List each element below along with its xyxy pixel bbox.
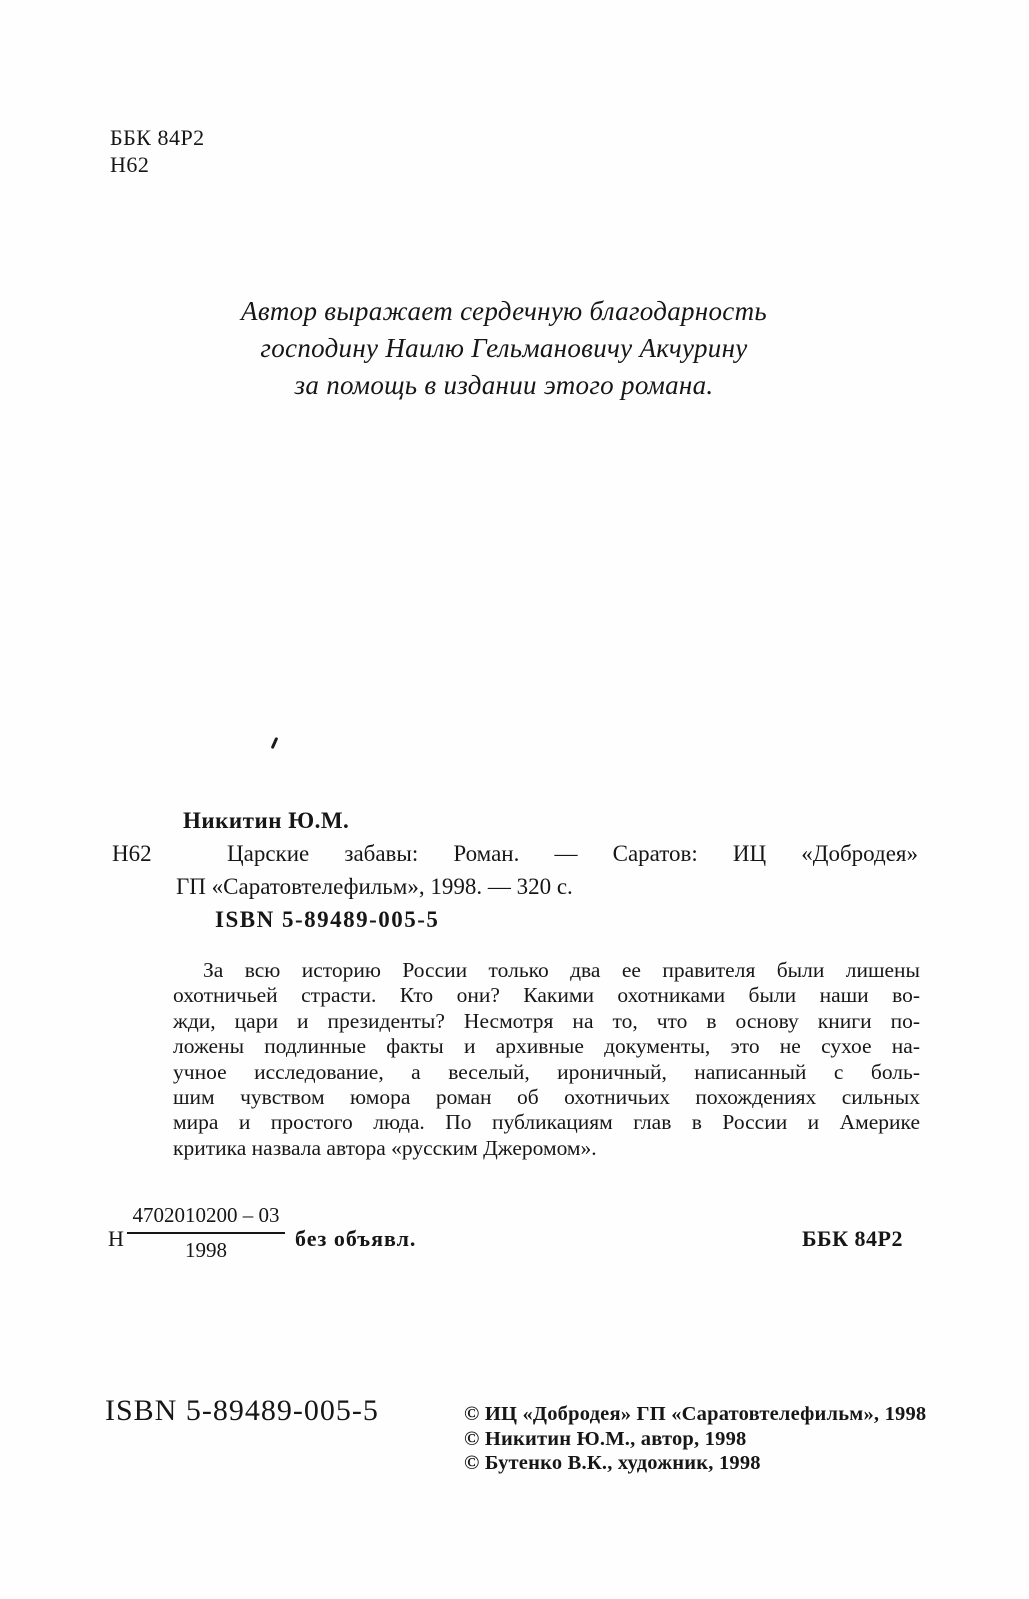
- annotation-line: охотничьей страсти. Кто они? Какими охотниками были наши во-: [173, 983, 920, 1008]
- copyright-line: © Бутенко В.К., художник, 1998: [464, 1452, 761, 1474]
- bbk-code-bottom: ББК 84Р2: [802, 1226, 903, 1251]
- copyright-line: © ИЦ «Добродея» ГП «Саратовтелефильм», 1998: [464, 1403, 927, 1425]
- catalog-publisher-line: ГП «Саратовтелефильм», 1998. — 320 с.: [176, 874, 573, 899]
- copyright-block: [464, 1402, 926, 1476]
- dedication: [114, 293, 894, 404]
- dedication-line: Автор выражает сердечную благодарность: [241, 296, 767, 326]
- catalog-isbn: ISBN 5-89489-005-5: [215, 907, 440, 932]
- bbk-code-top: ББК 84Р2: [110, 125, 205, 150]
- annotation-line: критика назвала автора «русским Джеромом».: [173, 1135, 597, 1160]
- copyright-line: © Никитин Ю.М., автор, 1998: [464, 1427, 747, 1450]
- catalog-number-note: без объявл.: [295, 1226, 417, 1251]
- scan-artifact-mark: [271, 737, 279, 749]
- catalog-number-fraction: [127, 1203, 285, 1263]
- annotation-line: мира и простого люда. По публикациям глав в России и Америке: [173, 1110, 920, 1135]
- annotation-paragraph: [173, 958, 920, 1161]
- dedication-line: за помощь в издании этого романа.: [294, 370, 714, 400]
- annotation-line: шим чувством юмора роман об охотничьих похождениях сильных: [173, 1085, 920, 1110]
- annotation-line: жди, цари и президенты? Несмотря на то, что в основу книги по-: [173, 1008, 920, 1033]
- annotation-line: За всю историю России только два ее правителя были лишены: [203, 958, 920, 982]
- catalog-author-sign: Н62: [112, 841, 152, 866]
- catalog-number-numerator: 4702010200 – 03: [127, 1203, 285, 1234]
- footer-isbn: ISBN 5-89489-005-5: [105, 1394, 379, 1427]
- classification-codes: [110, 124, 205, 178]
- annotation-line: учное исследование, а веселый, ироничный, написанный с боль-: [173, 1059, 920, 1084]
- catalog-author: Никитин Ю.М.: [183, 808, 350, 833]
- catalog-number-prefix: Н: [108, 1226, 124, 1251]
- author-sign-top: Н62: [110, 152, 150, 177]
- catalog-title-line: Царские забавы: Роман. — Саратов: ИЦ «Добродея»: [227, 841, 918, 866]
- annotation-line: ложены подлинные факты и архивные документы, это не сухое на-: [173, 1034, 920, 1059]
- catalog-number-denominator: 1998: [185, 1238, 227, 1262]
- dedication-line: господину Наилю Гельмановичу Акчурину: [260, 333, 748, 363]
